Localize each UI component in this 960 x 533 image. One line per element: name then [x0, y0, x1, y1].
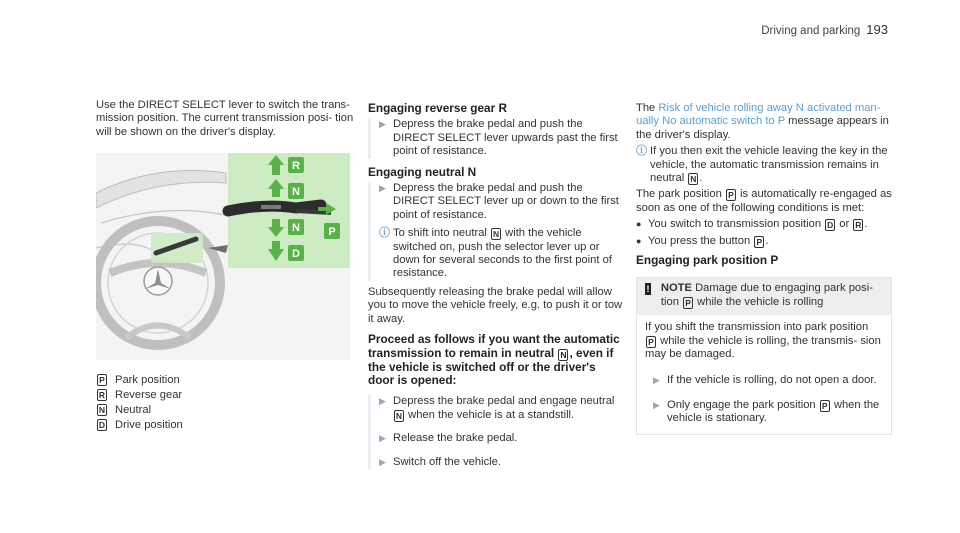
figure-label-r: R: [292, 160, 300, 172]
symbol-n-icon: N: [560, 349, 567, 360]
figure-label-n-up: N: [292, 186, 300, 198]
symbol-p-icon: P: [97, 374, 107, 386]
column-three: [636, 102, 892, 435]
step-item: ▶ Depress the brake pedal and push the DIRECT SELECT lever upwards past the first point of resistance.: [379, 118, 618, 158]
arrow-icon: ▶: [653, 374, 660, 385]
step-item: ▶ Depress the brake pedal and push the DIRECT SELECT lever up or down to the first point of resistance.: [379, 182, 619, 221]
page-number: 193: [866, 22, 888, 37]
info-icon: ⓘ: [379, 227, 390, 240]
warning-icon: !: [646, 284, 650, 295]
symbol-n-icon: N: [395, 410, 403, 421]
arrow-icon: ▶: [379, 433, 386, 444]
step-item: ▶ Only engage the park position P when the vehicle is stationary.: [653, 398, 880, 425]
symbol-d-icon: D: [98, 420, 106, 430]
arrow-icon: ▶: [379, 119, 386, 130]
symbol-n-icon: N: [690, 174, 697, 185]
arrow-icon: ▶: [379, 456, 386, 467]
subsequent-paragraph: Subsequently releasing the brake pedal will allow you to move the vehicle freely, e.g. to push it or tow it away.: [368, 285, 623, 325]
legend-item: D Drive position: [98, 419, 183, 431]
symbol-p-icon: P: [683, 297, 693, 309]
legend-item: N Neutral: [98, 404, 152, 416]
info-note: ⓘ To shift into neutral N with the vehicle switched on, push the selector lever up or down for several seconds to the first point of resistance.: [379, 227, 612, 280]
symbol-p-icon: P: [754, 236, 764, 248]
park-paragraph: The park position P is automatically re-engaged as soon as one of the following conditions is met:: [636, 188, 892, 214]
info-icon: ⓘ: [636, 145, 647, 158]
symbol-d-icon: D: [827, 220, 834, 231]
symbol-r-icon: R: [855, 220, 862, 231]
legend-item: P Park position: [96, 374, 296, 389]
display-message-text: Risk of vehicle rolling away N activated man- ually No automatic switch to P: [636, 102, 881, 128]
step-item: ▶ Switch off the vehicle.: [379, 455, 501, 468]
figure-label-p: P: [328, 226, 336, 238]
step-item: ▶ Release the brake pedal.: [379, 432, 518, 445]
step-item: ▶ If the vehicle is rolling, do not open a door.: [653, 373, 877, 386]
arrow-icon: ▶: [653, 399, 660, 410]
message-paragraph: The Risk of vehicle rolling away N activated man- ually No automatic switch to P message appears in the driver's display.: [636, 102, 889, 141]
heading-neutral: Engaging neutral N: [368, 164, 477, 179]
step-block-reverse: [368, 118, 624, 158]
condition-item: ● You switch to transmission position D or R .: [636, 218, 868, 231]
info-note: ⓘ If you then exit the vehicle leaving the key in the vehicle, the automatic transmission remains in neutral N .: [636, 145, 888, 185]
intro-paragraph: Use the DIRECT SELECT lever to switch the trans- mission position. The current transmission posi- tion will be shown on the driver's display.: [96, 99, 354, 138]
symbol-p-icon: P: [646, 336, 656, 348]
figure-label-n-down: N: [292, 222, 300, 234]
legend-list: [96, 374, 296, 434]
column-two: [368, 102, 624, 469]
heading-reverse: Engaging reverse gear R: [368, 101, 507, 115]
dashboard-figure: [96, 153, 350, 360]
section-title: Driving and parking: [761, 25, 861, 37]
figure-label-d: D: [292, 248, 300, 260]
symbol-p-icon: P: [820, 400, 830, 412]
note-header: ! NOTE Damage due to engaging park posi- tion P while the vehicle is rolling: [637, 278, 891, 315]
legend-item: R Reverse gear: [98, 389, 183, 401]
page-header: [761, 23, 888, 38]
arrow-icon: ▶: [379, 183, 386, 194]
step-block-proceed: [368, 395, 624, 469]
note-body: If you shift the transmission into park position P while the vehicle is rolling, the transmis- sion may be damaged. ▶ If the vehicle is rolling, do not open a door. ▶ Only engage the park position P when the vehicle is stationary.: [637, 315, 891, 433]
step-item: ▶ Depress the brake pedal and engage neutral N when the vehicle is at a standstill.: [379, 395, 615, 421]
symbol-n-icon: N: [98, 405, 106, 415]
heading-park: Engaging park position P: [636, 253, 779, 268]
note-box: [636, 277, 892, 434]
arrow-icon: ▶: [379, 396, 386, 407]
heading-proceed: Proceed as follows if you want the automatic transmission to remain in neutral N , even if the vehicle is switched off or the driver's door is opened:: [368, 332, 620, 387]
step-block-neutral: [368, 182, 624, 281]
symbol-n-icon: N: [492, 229, 500, 240]
symbol-p-icon: P: [726, 189, 736, 201]
condition-item: ● You press the button P .: [636, 234, 769, 247]
symbol-r-icon: R: [98, 390, 106, 400]
